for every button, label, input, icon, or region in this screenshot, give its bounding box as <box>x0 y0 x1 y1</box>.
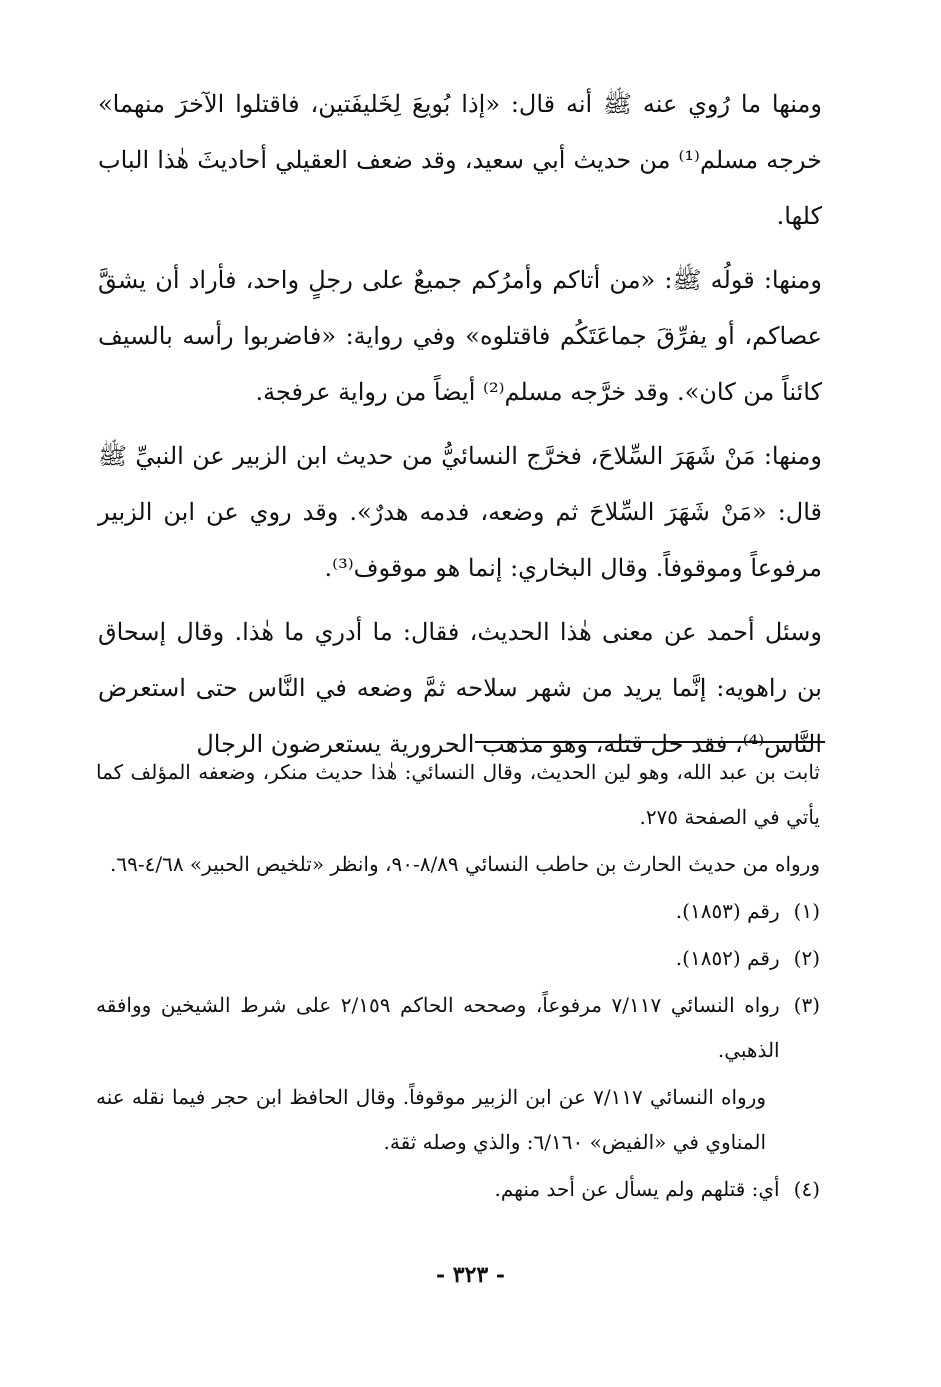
footnote-number: (٢) <box>793 946 820 970</box>
footnote-text: رواه النسائي ٧/١١٧ مرفوعاً، وصححه الحاكم ٢/١٥٩ على شرط الشيخين ووافقه الذهبي. <box>96 993 780 1062</box>
footnote-text: رقم (١٨٥٣). <box>675 899 780 923</box>
main-text <box>98 76 822 778</box>
footnote-3-continuation: ورواه النسائي ٧/١١٧ عن ابن الزبير موقوفاً. وقال الحافظ ابن حجر فيما نقله عنه المناوي في «الفيض» ٦/١٦٠: والذي وصله ثقة. <box>96 1085 766 1154</box>
footnote-text: رقم (١٨٥٢). <box>675 946 780 970</box>
footnote-3 <box>96 983 820 1073</box>
body-paragraph: وسئل أحمد عن معنى هٰذا الحديث، فقال: ما أدري ما هٰذا. وقال إسحاق بن راهويه: إنَّما يريد من شهر سلاحه ثمَّ وضعه في النَّاس حتى استعرض النَّاس⁽⁴⁾، فقد حل قتله، وهو مذهب الحرورية يستعرضون الرجال <box>98 618 822 758</box>
footnote-number: (٣) <box>793 993 820 1017</box>
footnote-number: (١) <box>793 899 820 923</box>
footnotes <box>96 750 820 1214</box>
footnote-carryover: ثابت بن عبد الله، وهو لين الحديث، وقال النسائي: هٰذا حديث منكر، وضعفه المؤلف كما يأتي في الصفحة ٢٧٥. <box>96 760 820 829</box>
footnote-1 <box>96 889 820 934</box>
body-paragraph: ومنها ما رُوي عنه ﷺ أنه قال: «إذا بُويعَ لِخَليفَتين، فاقتلوا الآخرَ منهما» خرجه مسلم⁽¹⁾ من حديث أبي سعيد، وقد ضعف العقيلي أحاديثَ هٰذا الباب كلها. <box>98 90 822 230</box>
footnote-2 <box>96 936 820 981</box>
footnote-number: (٤) <box>793 1177 820 1201</box>
page-number: - ٣٢٣ - <box>435 1262 506 1288</box>
footnote-separator <box>475 741 825 743</box>
footnote-carryover: ورواه من حديث الحارث بن حاطب النسائي ٨/٨٩-٩٠، وانظر «تلخيص الحبير» ٤/٦٨-٦٩. <box>109 852 820 876</box>
body-paragraph: ومنها: قولُه ﷺ: «من أتاكم وأمرُكم جميعٌ على رجلٍ واحد، فأراد أن يشقَّ عصاكم، أو يفرِّقَ جماعَتَكُم فاقتلوه» وفي رواية: «فاضربوا رأسه بالسيف كائناً من كان». وقد خرَّجه مسلم⁽²⁾ أيضاً من رواية عرفجة. <box>98 266 822 406</box>
body-paragraph: ومنها: مَنْ شَهَرَ السِّلاحَ، فخرَّج النسائيُّ من حديث ابن الزبير عن النبيِّ ﷺ قال: «مَنْ شَهَرَ السِّلاحَ ثم وضعه، فدمه هدرٌ». وقد روي عن ابن الزبير مرفوعاً وموقوفاً. وقال البخاري: إنما هو موقوف⁽³⁾. <box>98 442 822 582</box>
footnote-text: أي: قتلهم ولم يسأل عن أحد منهم. <box>494 1177 780 1201</box>
footnote-4 <box>96 1167 820 1212</box>
